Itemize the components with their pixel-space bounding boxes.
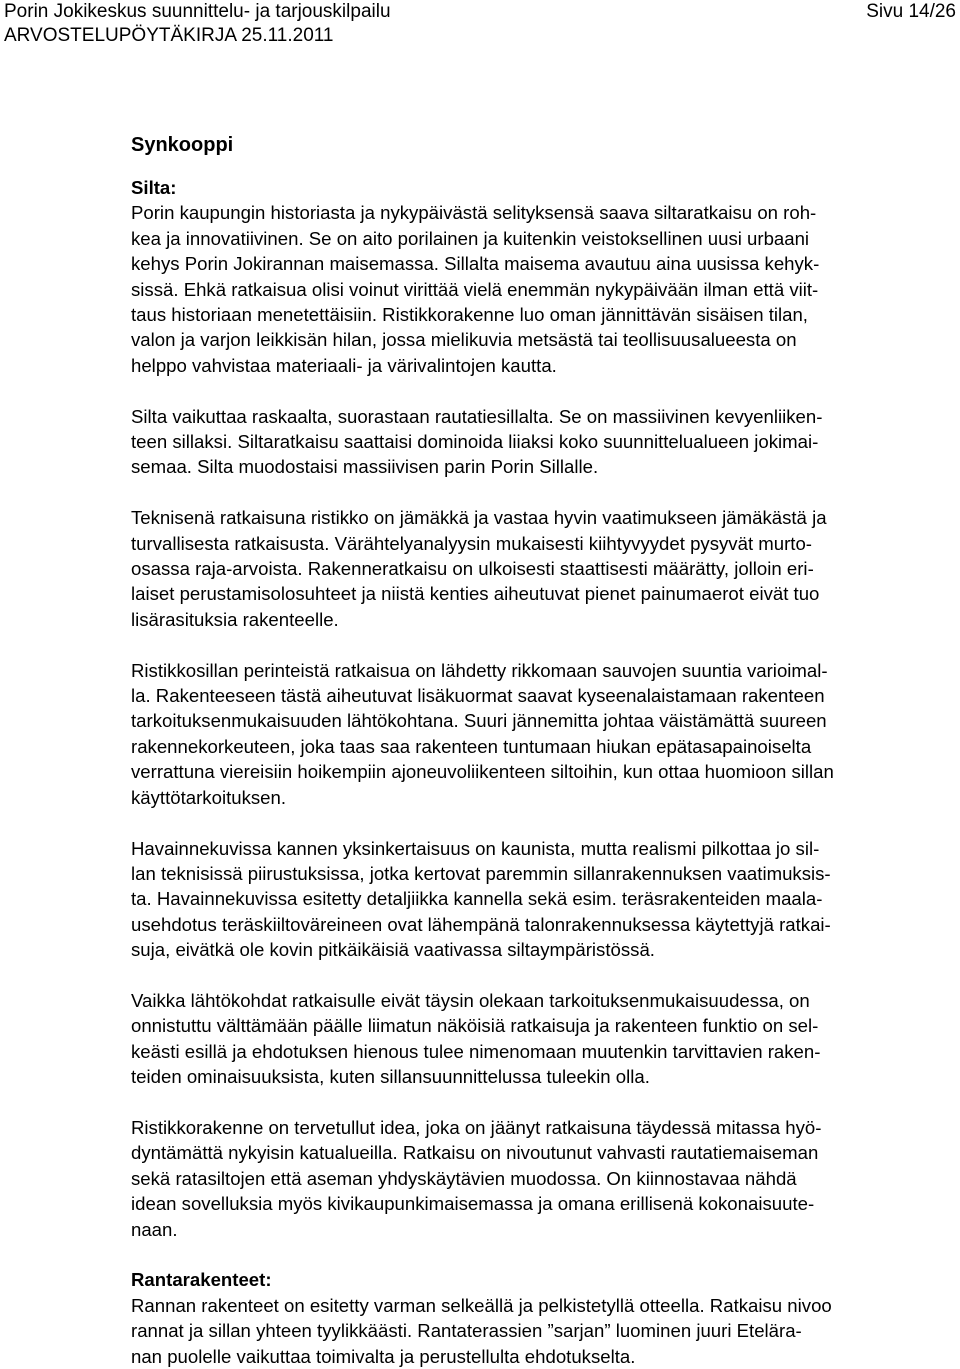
section-title-silta: Silta: [131, 177, 177, 198]
paragraph: Ristikkorakenne on tervetullut idea, joka on jäänyt ratkaisuna täydessä mitassa hyö- dyntämättä nykyisin katualueilla. Ratkaisu on nivoutunut vahvasti rautatiemaiseman sekä ratasiltojen että aseman yhdyskäytävien muodossa. On kiinnostavaa nähdä idean sovelluksia myös kivikaupunkimaisemassa ja omana erillisenä kokonaisuute- naan. [131, 1116, 822, 1240]
paragraph: Havainnekuvissa kannen yksinkertaisuus on kaunista, mutta realismi pilkottaa jo sil- lan teknisissä piirustuksissa, jotka kertovat paremmin sillanrakennuksen vaatimuksis- ta. Havainnekuvissa esitetty detaljiikka kannella sekä esim. teräsrakenteiden maala- usehdotus teräskiiltoväreineen ovat lähempänä talonrakennuksessa käytettyjä ratkai- suja, eivätkä ole kovin pitkäikäisiä vaativassa siltaympäristössä. [131, 837, 831, 961]
paragraph: Porin kaupungin historiasta ja nykypäivästä selityksensä saava siltaratkaisu on roh- kea ja innovatiivinen. Se on aito porilainen ja kuitenkin veistoksellinen uusi urbaani kehys Porin Jokirannan maisemassa. Sillalta maisema avautuu aina uusissa kehyk- sissä. Ehkä ratkaisua olisi voinut virittää vielä enemmän nykypäivään ilman että viit- taus historiaan menetettäisiin. Ristikkorakenne luo oman jännittävän sisäisen tilan, valon ja varjon leikkisän hilan, jossa mielikuvia metsästä tai teollisuusalueesta on helppo vahvistaa materiaali- ja värivalintojen kautta. [131, 202, 820, 376]
header-subtitle: ARVOSTELUPÖYTÄKIRJA 25.11.2011 [4, 25, 334, 46]
header-top-row [4, 0, 956, 24]
paragraph: Ristikkosillan perinteistä ratkaisua on lähdetty rikkomaan sauvojen suuntia varioimal- la. Rakenteeseen tästä aiheutuvat lisäkuormat saavat kyseenalaistamaan rakenteen tarkoituksenmukaisuuden lähtökohtana. Suuri jännemitta johtaa väistämättä suureen rakennekorkeuteen, joka taas saa rakenteen tuntumaan hiukan epätasapainoiselta verrattuna viereisiin hoikempiin ajoneuvoliikenteen siltoihin, kun ottaa huomioon sillan käyttötarkoituksen. [131, 659, 834, 808]
page-header [4, 0, 956, 48]
paragraph: Silta vaikuttaa raskaalta, suorastaan rautatiesillalta. Se on massiivinen kevyenliiken- teen sillaksi. Siltaratkaisu saattaisi dominoida liiaksi koko suunnittelualueen jokimai- semaa. Silta muodostaisi massiivisen parin Porin Sillalle. [131, 405, 823, 478]
document-body [131, 131, 957, 1369]
section-title-rantarakenteet: Rantarakenteet: [131, 1269, 272, 1291]
paragraph: Rannan rakenteet on esitetty varman selkeällä ja pelkistetyllä otteella. Ratkaisu nivoo rannat ja sillan yhteen tyylikkäästi. Rantaterassien ”sarjan” luominen juuri Etelära- nan puolelle vaikuttaa toimivalta ja perustellulta ehdotukselta. [131, 1294, 832, 1367]
paragraph: Vaikka lähtökohdat ratkaisulle eivät täysin olekaan tarkoituksenmukaisuudessa, on onnistuttu välttämään päälle liimatun näköisiä ratkaisuja ja rakenteen funktio on sel- keästi esillä ja ehdotuksen hienous tulee nimenomaan muutenkin tarvittavien raken- teiden ominaisuuksista, kuten sillansuunnittelussa tuleekin olla. [131, 989, 821, 1088]
header-title: Porin Jokikeskus suunnittelu- ja tarjouskilpailu [4, 1, 391, 22]
page-number: Sivu 14/26 [866, 1, 956, 22]
document-heading: Synkooppi [131, 134, 234, 156]
paragraph: Teknisenä ratkaisuna ristikko on jämäkkä ja vastaa hyvin vaatimukseen jämäkästä ja turvallisesta ratkaisusta. Värähtelyanalyysin mukaisesti kiihtyvyydet pysyvät murto- osassa raja-arvoista. Rakenneratkaisu on ulkoisesti staattisesti määrätty, jolloin eri- laiset perustamisolosuhteet ja niistä kenties aiheutuvat pienet painumaerot eivät tuo lisärasituksia rakenteelle. [131, 507, 827, 630]
